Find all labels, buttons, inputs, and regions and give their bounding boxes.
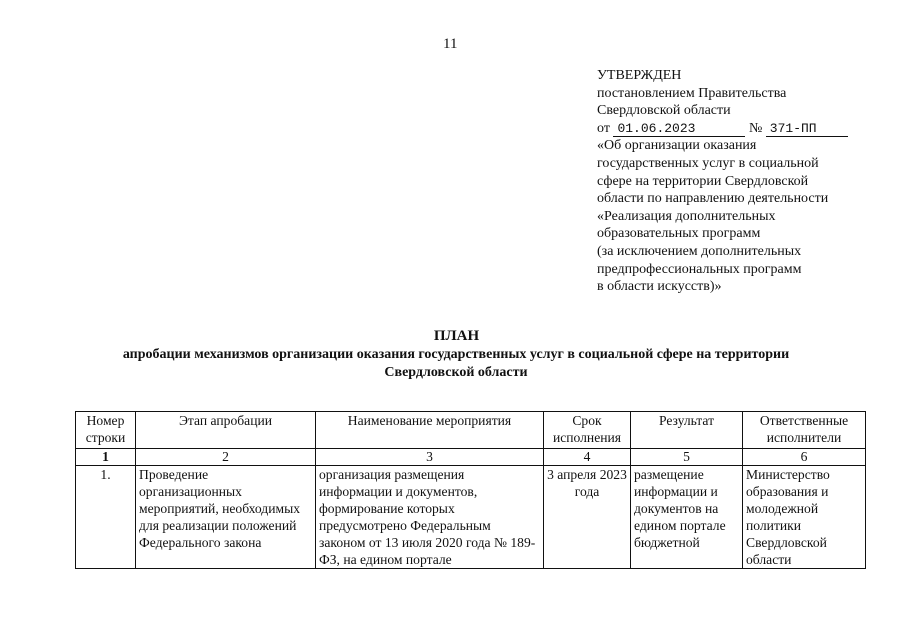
row-activity: организация размещения информации и документов, формирование которых предусмотрено Федеральным законом от 13 июля 2020 года № 189-ФЗ, на едином портале — [319, 467, 536, 567]
number-prefix: № — [748, 120, 763, 136]
column-number: 4 — [544, 449, 631, 466]
row-number: 1. — [100, 467, 111, 482]
column-number: 2 — [136, 449, 316, 466]
approval-line: Свердловской области — [597, 103, 731, 119]
header-cell: Номер строки — [76, 412, 136, 449]
approval-title-line: предпрофессиональных программ — [597, 261, 802, 277]
approval-title-line: «Об организации оказания — [597, 138, 757, 154]
approval-title-line: «Реализация дополнительных — [597, 208, 776, 224]
approval-heading: УТВЕРЖДЕН — [597, 68, 682, 83]
row-deadline: 3 апреля 2023 года — [547, 467, 627, 499]
date-prefix: от — [597, 120, 610, 136]
column-number-row — [76, 449, 866, 466]
approval-number: 371-ПП — [766, 122, 848, 137]
approval-title-line: сфере на территории Свердловской — [597, 173, 809, 189]
plan-subtitle-line: Свердловской области — [384, 365, 528, 380]
approval-title-line: образовательных программ — [597, 226, 761, 242]
approval-title-line: (за исключением дополнительных — [597, 243, 802, 259]
table-header-row — [76, 412, 866, 449]
approval-date-line — [597, 120, 897, 138]
plan-subtitle — [80, 346, 832, 382]
approval-title-line: области по направлению деятельности — [597, 191, 829, 207]
plan-table — [75, 411, 866, 569]
approval-title-line: государственных услуг в социальной — [597, 155, 819, 171]
table-row — [76, 466, 866, 569]
approval-title-line: в области искусств)» — [597, 279, 722, 295]
page-number: 11 — [443, 36, 458, 52]
row-responsible: Министерство образования и молодежной политики Свердловской области — [746, 467, 830, 567]
row-result: размещение информации и документов на едином портале бюджетной — [634, 467, 726, 550]
header-cell: Результат — [631, 412, 743, 449]
header-cell: Наименование мероприятия — [316, 412, 544, 449]
header-cell: Срок исполнения — [544, 412, 631, 449]
approval-line: постановлением Правительства — [597, 85, 787, 101]
header-cell: Этап апробации — [136, 412, 316, 449]
column-number: 3 — [316, 449, 544, 466]
row-stage: Проведение организационных мероприятий, необходимых для реализации положений Федерального закона — [139, 467, 301, 550]
column-number: 5 — [631, 449, 743, 466]
plan-subtitle-line: апробации механизмов организации оказания государственных услуг в социальной сфере на территории — [122, 347, 790, 362]
column-number: 1 — [76, 449, 136, 466]
column-number: 6 — [743, 449, 866, 466]
approval-date: 01.06.2023 — [613, 122, 745, 137]
header-cell: Ответственные исполнители — [743, 412, 866, 449]
approval-block — [597, 67, 897, 296]
plan-title: ПЛАН — [433, 328, 480, 344]
